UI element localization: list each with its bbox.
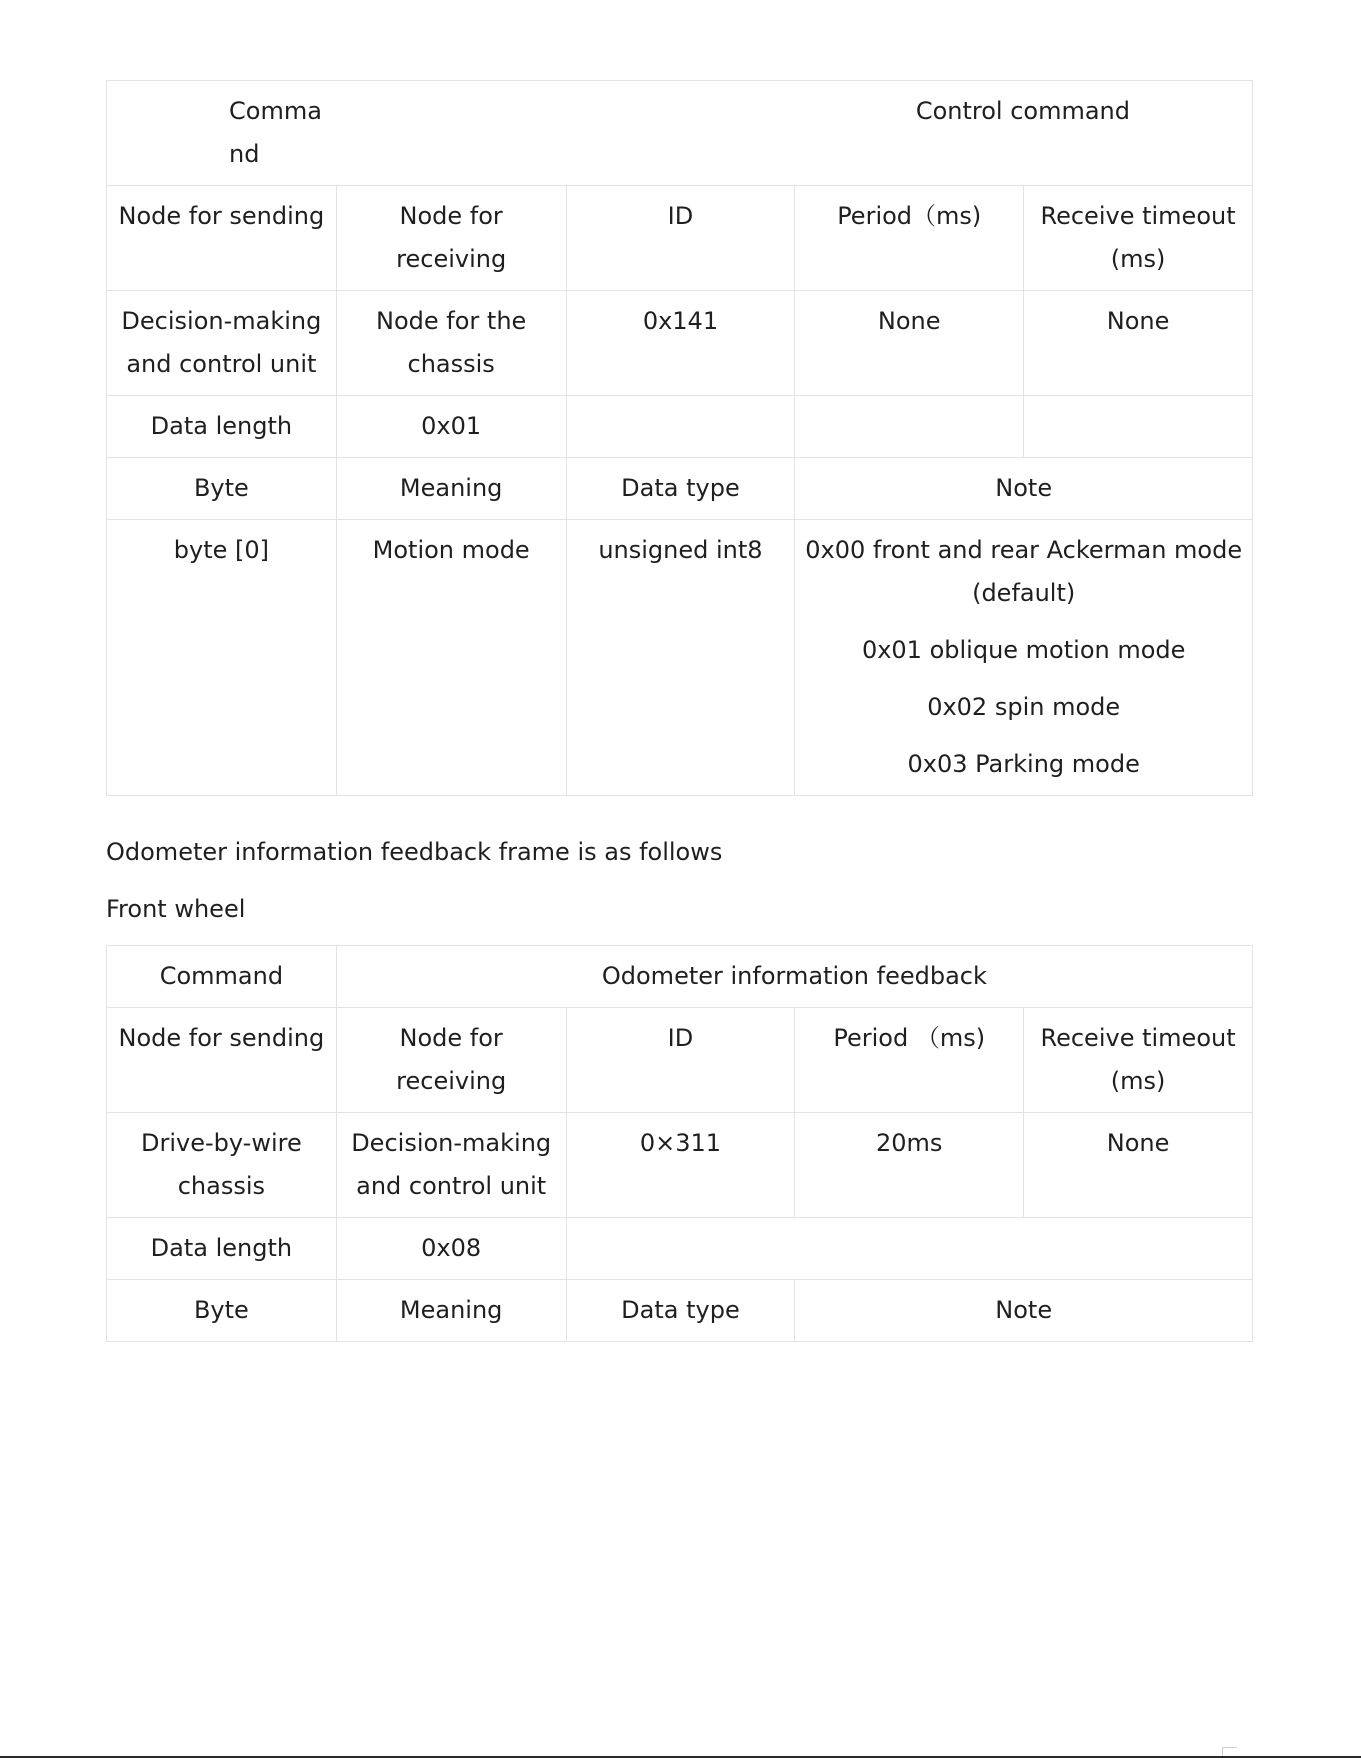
table-cell: Command	[107, 946, 337, 1008]
table-cell: Receive timeout (ms)	[1024, 1008, 1253, 1113]
paragraph-front-wheel: Front wheel	[106, 895, 246, 923]
table-cell: 0×311	[566, 1113, 795, 1218]
table-cell	[566, 1218, 1252, 1280]
odometer-feedback-table	[106, 945, 1253, 1342]
table-cell: Node for the chassis	[336, 291, 566, 396]
table-row	[107, 1218, 1253, 1280]
table-cell: Data type	[566, 1280, 795, 1342]
table-cell: 20ms	[795, 1113, 1024, 1218]
note-line: 0x01 oblique motion mode	[861, 636, 1186, 664]
page-bottom-rule	[0, 1756, 1361, 1758]
table-cell: 0x08	[336, 1218, 566, 1280]
note-line: 0x00 front and rear Ackerman mode (default)	[805, 536, 1243, 607]
table-cell: Period （ms)	[795, 1008, 1024, 1113]
table-cell: None	[795, 291, 1024, 396]
table-cell: Node for receiving	[336, 1008, 566, 1113]
table-cell: byte [0]	[107, 520, 337, 796]
table-cell	[566, 396, 795, 458]
corner-mark	[1222, 1747, 1237, 1756]
note-line: 0x03 Parking mode	[907, 750, 1140, 778]
table-cell: Byte	[107, 1280, 337, 1342]
table-row	[107, 81, 1253, 186]
table-cell: Odometer information feedback	[336, 946, 1252, 1008]
command-label: Command	[229, 97, 322, 168]
table-cell	[1024, 396, 1253, 458]
table-row	[107, 186, 1253, 291]
note-line: 0x02 spin mode	[927, 693, 1121, 721]
table-cell: Drive-by-wire chassis	[107, 1113, 337, 1218]
table-cell: unsigned int8	[566, 520, 795, 796]
table-row	[107, 1280, 1253, 1342]
table-cell	[107, 81, 337, 186]
table-cell: 0x141	[566, 291, 795, 396]
table-cell: Period（ms)	[795, 186, 1024, 291]
table-cell: Meaning	[336, 1280, 566, 1342]
table-cell: 0x01	[336, 396, 566, 458]
table-row	[107, 396, 1253, 458]
table-cell: ID	[566, 186, 795, 291]
command-title: Control command	[915, 97, 1130, 125]
table-cell: Data length	[107, 396, 337, 458]
table-cell	[336, 81, 1252, 186]
table-cell: None	[1024, 1113, 1253, 1218]
table-cell: Note	[795, 458, 1253, 520]
table-cell: None	[1024, 291, 1253, 396]
table-cell: Data length	[107, 1218, 337, 1280]
table-cell: Receive timeout (ms)	[1024, 186, 1253, 291]
table-row	[107, 458, 1253, 520]
table-row	[107, 291, 1253, 396]
control-command-table	[106, 80, 1253, 796]
paragraph-odometer-intro: Odometer information feedback frame is as follows	[106, 838, 723, 866]
table-cell: Byte	[107, 458, 337, 520]
table-cell: Decision-making and control unit	[107, 291, 337, 396]
table-row	[107, 520, 1253, 796]
table-cell: Note	[795, 1280, 1253, 1342]
table-cell: Meaning	[336, 458, 566, 520]
table-cell: Motion mode	[336, 520, 566, 796]
table-cell: Decision-making and control unit	[336, 1113, 566, 1218]
table-cell: Data type	[566, 458, 795, 520]
table-row	[107, 1113, 1253, 1218]
table-cell	[795, 396, 1024, 458]
table-row	[107, 946, 1253, 1008]
table-cell: Node for sending	[107, 1008, 337, 1113]
table-cell: Node for sending	[107, 186, 337, 291]
table-cell	[795, 520, 1253, 796]
table-cell: Node for receiving	[336, 186, 566, 291]
table-cell: ID	[566, 1008, 795, 1113]
table-row	[107, 1008, 1253, 1113]
document-page	[106, 80, 1253, 1342]
